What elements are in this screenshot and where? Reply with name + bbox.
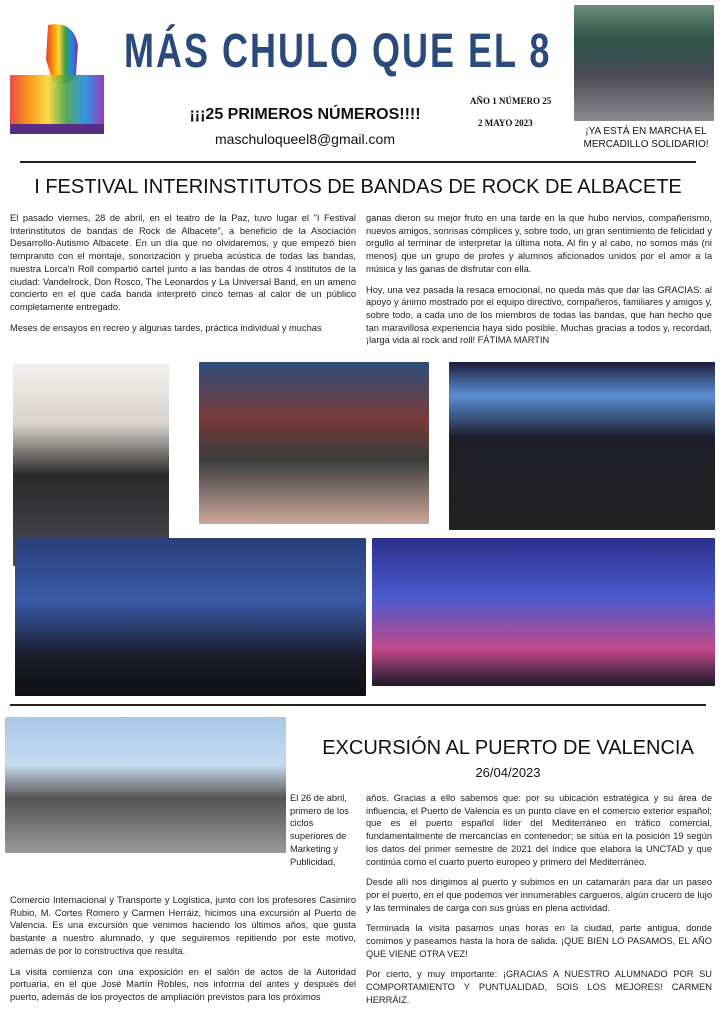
article-headline: I FESTIVAL INTERINSTITUTOS DE BANDAS DE ROCK DE ALBACETE	[34, 176, 682, 198]
market-caption: ¡YA ESTÁ EN MARCHA EL MERCADILLO SOLIDARIO!	[583, 126, 709, 150]
article-date: 26/04/2023	[475, 765, 541, 780]
paragraph: Terminada la visita pasamos unas horas en la ciudad, parte antigua, donde comimos y paseamos hasta la hora de salida. ¡QUE BIEN LO PASAMOS, EL AÑO QUE VIENE OTRA VEZ!	[366, 923, 712, 959]
divider	[10, 704, 706, 706]
band-group-photo	[13, 364, 169, 566]
school-logo	[8, 20, 106, 136]
paragraph: Desde allí nos dirigimos al puerto y subimos en un catamarán para dar un paseo por el puerto, en el que podemos ver innumerables cargueros, algún crucero de lujo y las terminales de carga con sus grúas en plena actividad.	[366, 877, 712, 913]
article-headline: EXCURSIÓN AL PUERTO DE VALENCIA	[322, 737, 694, 759]
issue-number: AÑO 1 NÚMERO 25	[470, 96, 552, 106]
article-narrow-column: El 26 de abril, primero de los ciclos superiores de Marketing y Publicidad,	[290, 793, 349, 867]
paragraph: Meses de ensayos en recreo y algunas tardes, práctica individual y muchas	[10, 322, 322, 333]
port-group-photo	[5, 717, 286, 853]
paragraph: Por cierto, y muy importante: ¡GRACIAS A NUESTRO ALUMNADO POR SU COMPORTAMIENTO Y PUNTUALIDAD, SOIS LOS MEJORES! CARMEN HERRÁIZ.	[366, 969, 712, 1005]
paragraph: años. Gracias a ello sabemos que: por su ubicación estratégica y su área de influencia, el Puerto de Valencia es un punto clave en el comercio exterior español; que es el puerto español líder del Mediterráneo en tráfico comercial, fundamentalmente de mercancías en contenedor; se sitúa en la posición 19 según los datos del primer semestre de 2021 del índice que elabora la UNCTAD y que continúa como el cuarto puerto europeo y primero del Mediterráneo.	[366, 793, 712, 867]
paragraph: ganas dieron su mejor fruto en una tarde en la que hubo nervios, compañerismo, nuevos amigos, sonrisas cómplices y, sobre todo, un gran sentimiento de felicidad y orgullo al terminar de interpretar la última nota. Al fin y al cabo, no somos más (ni menos) que un grupo de profes y alumnos aficionados unidos por el amor a la música y las ganas de disfrutar con ella.	[366, 213, 712, 274]
paragraph: Comercio Internacional y Transporte y Logística, junto con los profesores Casimiro Rubio, M. Cortes Romero y Carmen Herráiz, hicimos una excursión al Puerto de Valencia. Es una excursión que venimos haciendo los últimos años, que gusta bastante a nuestro alumnado, y que seguiremos repitiendo por este motivo, además de por lo constructiva que resulta.	[10, 895, 356, 956]
article-column-left	[10, 894, 356, 1012]
newsletter-title: MÁS CHULO QUE EL 8	[124, 22, 552, 78]
concert-finale-photo	[15, 538, 366, 696]
students-photo	[199, 362, 429, 524]
article-column-left	[10, 212, 356, 342]
subtitle: ¡¡¡25 PRIMEROS NÚMEROS!!!!	[189, 106, 421, 123]
market-photo	[574, 5, 714, 121]
article-column-right	[366, 212, 712, 355]
issue-date: 2 MAYO 2023	[478, 118, 533, 128]
divider	[20, 161, 696, 163]
band-performance-photo	[372, 538, 715, 686]
paragraph: La visita comienza con una exposición en el salón de actos de la Autoridad portuaria, en el que José Martín Robles, nos informa del antes y después del puerto, además de los proyectos de ampliación previstos para los próximos	[10, 966, 356, 1002]
article-column-right	[366, 792, 712, 1015]
contact-email[interactable]: maschuloqueel8@gmail.com	[215, 131, 395, 147]
stage-group-photo	[449, 362, 715, 530]
paragraph: Hoy, una vez pasada la resaca emocional, no queda más que dar las GRACIAS: al apoyo y ánimo mostrado por el equipo directivo, compañeros, familiares y amigos y, sobre todo, a cada uno de los miembros de todas las bandas, que han hecho que tan maravillosa experiencia haya sido posible. Muchas gracias a todos y, recordad, ¡larga vida al rock and roll! FÁTIMA MARTIN	[366, 284, 712, 346]
paragraph: El pasado viernes, 28 de abril, en el teatro de la Paz, tuvo lugar el "I Festival Interinstitutos de bandas de Rock de Albacete", a beneficio de la Asociación Desarrollo-Autismo Albacete. En un día que no olvidaremos, y que empezó bien tempranito con el montaje, sonorización y prueba acústica de todas las bandas, nuestra Lorca'n Roll compartió cartel junto a las bandas de otros 4 institutos de la ciudad: Vandelrock, Don Rosco, The Leonardos y La Universal Band, en un ameno concierto en el que cada banda interpretó cinco temas al calor de un público completamente entregado.	[10, 213, 356, 312]
